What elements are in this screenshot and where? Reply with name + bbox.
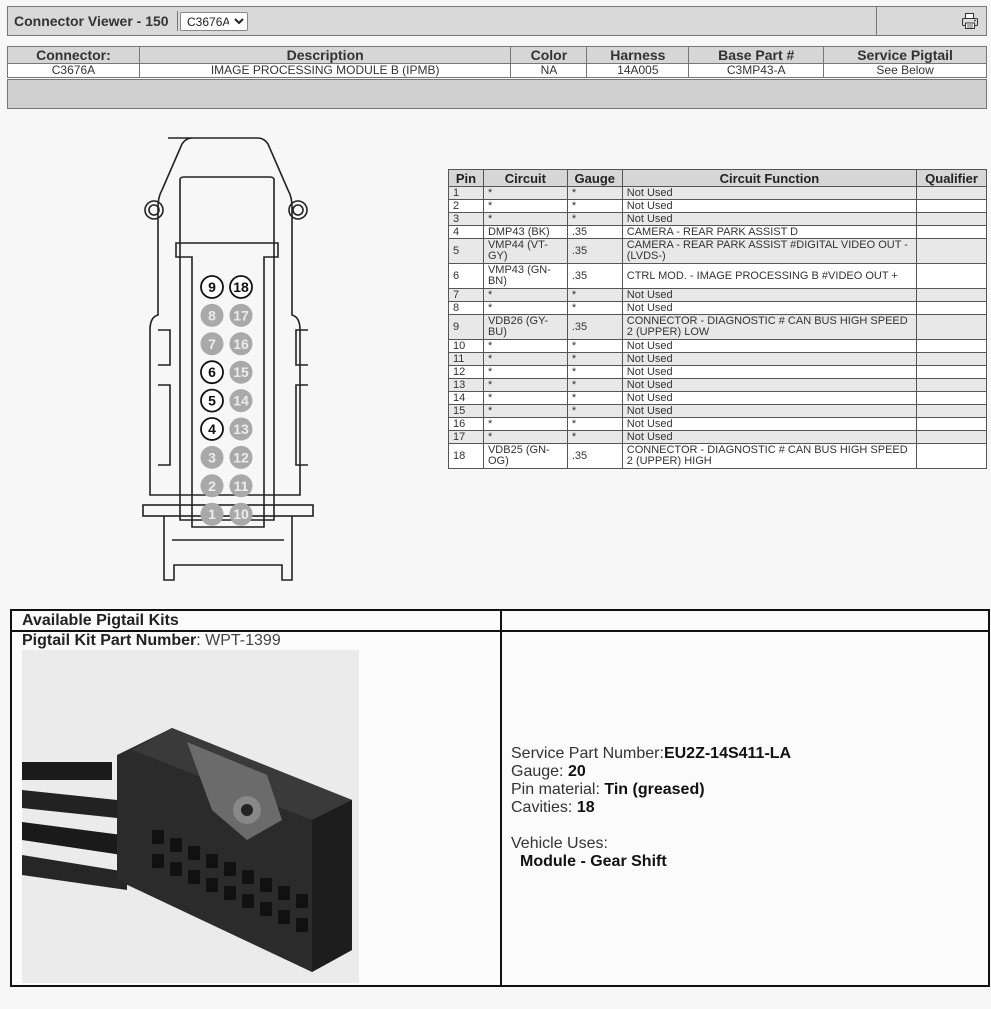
gauge-cell: * bbox=[567, 405, 622, 418]
kit-part-number-label: Pigtail Kit Part Number bbox=[22, 632, 197, 649]
harness-value: 14A005 bbox=[587, 64, 689, 78]
function-cell: Not Used bbox=[622, 353, 916, 366]
description-value: IMAGE PROCESSING MODULE B (IPMB) bbox=[139, 64, 511, 78]
function-cell: Not Used bbox=[622, 200, 916, 213]
header-col-description: Description bbox=[139, 47, 511, 64]
pin-cell: 7 bbox=[449, 289, 484, 302]
pin-material-value: Tin (greased) bbox=[604, 781, 705, 798]
kit-section-title: Available Pigtail Kits bbox=[22, 612, 179, 629]
pin-cell: 6 bbox=[449, 264, 484, 289]
gauge-label: Gauge: bbox=[511, 763, 564, 780]
pin-row bbox=[449, 353, 987, 366]
connector-pin bbox=[201, 333, 223, 355]
pin-row bbox=[449, 418, 987, 431]
cavities-label: Cavities: bbox=[511, 799, 573, 816]
cavities-value: 18 bbox=[576, 799, 595, 816]
pigtail-connector-photo bbox=[22, 650, 359, 983]
header-col-color: Color bbox=[511, 47, 587, 64]
function-cell: CAMERA - REAR PARK ASSIST D bbox=[622, 226, 916, 239]
kit-part-number: Pigtail Kit Part Number: WPT-1399 bbox=[22, 632, 281, 649]
connector-pin-label: 11 bbox=[233, 477, 249, 494]
page-title: Connector Viewer - 150 bbox=[14, 13, 169, 29]
header-row bbox=[8, 47, 987, 64]
qualifier-cell bbox=[917, 226, 987, 239]
function-cell: Not Used bbox=[622, 187, 916, 200]
pin-cell: 10 bbox=[449, 340, 484, 353]
connector-pin-label: 7 bbox=[208, 335, 216, 352]
gauge-cell: * bbox=[567, 431, 622, 444]
pin-cell: 16 bbox=[449, 418, 484, 431]
circuit-cell: * bbox=[483, 289, 567, 302]
pin-cell: 1 bbox=[449, 187, 484, 200]
qualifier-cell bbox=[917, 379, 987, 392]
kit-divider-vertical bbox=[500, 611, 502, 985]
circuit-cell: * bbox=[483, 392, 567, 405]
connector-pin bbox=[230, 503, 252, 525]
kit-details bbox=[511, 745, 791, 871]
pin-row bbox=[449, 392, 987, 405]
title-bar bbox=[7, 6, 987, 36]
pin-cell: 9 bbox=[449, 315, 484, 340]
function-cell: Not Used bbox=[622, 431, 916, 444]
circuit-cell: VDB26 (GY-BU) bbox=[483, 315, 567, 340]
service-part-label: Service Part Number: bbox=[511, 745, 664, 762]
qualifier-cell bbox=[917, 315, 987, 340]
pin-cell: 2 bbox=[449, 200, 484, 213]
qualifier-cell bbox=[917, 187, 987, 200]
connector-pin bbox=[201, 390, 223, 412]
kit-part-number-value: WPT-1399 bbox=[205, 632, 281, 649]
gauge-cell: * bbox=[567, 353, 622, 366]
connector-pin-label: 8 bbox=[208, 307, 216, 324]
connector-value: C3676A bbox=[8, 64, 140, 78]
pin-row bbox=[449, 379, 987, 392]
pin-cell: 17 bbox=[449, 431, 484, 444]
gauge-cell: .35 bbox=[567, 315, 622, 340]
function-cell: Not Used bbox=[622, 289, 916, 302]
function-cell: Not Used bbox=[622, 340, 916, 353]
circuit-cell: * bbox=[483, 405, 567, 418]
pin-row bbox=[449, 444, 987, 469]
qualifier-cell bbox=[917, 431, 987, 444]
connector-pin bbox=[201, 475, 223, 497]
pin-cell: 18 bbox=[449, 444, 484, 469]
header-col-harness: Harness bbox=[587, 47, 689, 64]
gauge-cell: .35 bbox=[567, 444, 622, 469]
gauge-cell: .35 bbox=[567, 264, 622, 289]
circuit-cell: * bbox=[483, 418, 567, 431]
gauge-cell: * bbox=[567, 289, 622, 302]
header-spacer-bar bbox=[7, 79, 987, 109]
printer-icon[interactable] bbox=[961, 12, 979, 30]
circuit-cell: VMP43 (GN-BN) bbox=[483, 264, 567, 289]
connector-pin bbox=[230, 333, 252, 355]
qualifier-cell bbox=[917, 213, 987, 226]
function-cell: CONNECTOR - DIAGNOSTIC # CAN BUS HIGH SPEED 2 (UPPER) LOW bbox=[622, 315, 916, 340]
details-spacer bbox=[511, 817, 791, 835]
pin-table bbox=[448, 169, 987, 469]
pin-cell: 5 bbox=[449, 239, 484, 264]
service-pigtail-value: See Below bbox=[824, 64, 987, 78]
pin-row bbox=[449, 226, 987, 239]
qualifier-cell bbox=[917, 353, 987, 366]
pin-row bbox=[449, 213, 987, 226]
pin-col-gauge: Gauge bbox=[567, 170, 622, 187]
cavities-line bbox=[511, 799, 791, 817]
connector-pin-label: 10 bbox=[233, 506, 249, 523]
circuit-cell: * bbox=[483, 213, 567, 226]
function-cell: CAMERA - REAR PARK ASSIST #DIGITAL VIDEO OUT - (LVDS-) bbox=[622, 239, 916, 264]
qualifier-cell bbox=[917, 392, 987, 405]
pin-cell: 8 bbox=[449, 302, 484, 315]
connector-pin bbox=[230, 304, 252, 326]
pin-row bbox=[449, 264, 987, 289]
qualifier-cell bbox=[917, 264, 987, 289]
pin-table-header bbox=[449, 170, 987, 187]
circuit-cell: * bbox=[483, 187, 567, 200]
qualifier-cell bbox=[917, 444, 987, 469]
gauge-cell: * bbox=[567, 200, 622, 213]
connector-pin-label: 17 bbox=[233, 307, 249, 324]
vehicle-use-item: Module - Gear Shift bbox=[520, 853, 667, 870]
function-cell: Not Used bbox=[622, 392, 916, 405]
qualifier-cell bbox=[917, 405, 987, 418]
connector-pin-label: 1 bbox=[208, 506, 216, 523]
service-part-number bbox=[511, 745, 791, 763]
connector-pin bbox=[201, 446, 223, 468]
pin-cell: 15 bbox=[449, 405, 484, 418]
pin-cell: 13 bbox=[449, 379, 484, 392]
gauge-cell: .35 bbox=[567, 226, 622, 239]
connector-pin bbox=[201, 361, 223, 383]
vehicle-uses-label: Vehicle Uses: bbox=[511, 835, 608, 852]
pin-material-label: Pin material: bbox=[511, 781, 600, 798]
function-cell: Not Used bbox=[622, 418, 916, 431]
circuit-cell: * bbox=[483, 431, 567, 444]
connector-pin bbox=[201, 503, 223, 525]
circuit-cell: VDB25 (GN-OG) bbox=[483, 444, 567, 469]
qualifier-cell bbox=[917, 239, 987, 264]
pin-row bbox=[449, 187, 987, 200]
connector-pin-label: 15 bbox=[233, 364, 249, 381]
circuit-cell: * bbox=[483, 200, 567, 213]
service-part-value: EU2Z-14S411-LA bbox=[663, 745, 792, 762]
connector-pin-label: 3 bbox=[208, 449, 216, 466]
gauge-cell: * bbox=[567, 340, 622, 353]
connector-pin bbox=[230, 390, 252, 412]
circuit-cell: * bbox=[483, 340, 567, 353]
pin-cell: 12 bbox=[449, 366, 484, 379]
pin-cell: 4 bbox=[449, 226, 484, 239]
connector-pin bbox=[201, 418, 223, 440]
connector-pin bbox=[201, 304, 223, 326]
connector-pin-label: 2 bbox=[208, 477, 216, 494]
function-cell: Not Used bbox=[622, 366, 916, 379]
connector-pin bbox=[230, 418, 252, 440]
circuit-cell: VMP44 (VT-GY) bbox=[483, 239, 567, 264]
header-col-base-part: Base Part # bbox=[689, 47, 824, 64]
color-value: NA bbox=[511, 64, 587, 78]
pin-row bbox=[449, 239, 987, 264]
pin-material-line bbox=[511, 781, 791, 799]
circuit-cell: * bbox=[483, 302, 567, 315]
qualifier-cell bbox=[917, 200, 987, 213]
connector-header-table bbox=[7, 46, 987, 78]
gauge-cell: * bbox=[567, 366, 622, 379]
gauge-cell: * bbox=[567, 379, 622, 392]
pin-cell: 11 bbox=[449, 353, 484, 366]
pigtail-kit-panel bbox=[10, 609, 990, 987]
circuit-cell: * bbox=[483, 366, 567, 379]
qualifier-cell bbox=[917, 289, 987, 302]
pin-row bbox=[449, 315, 987, 340]
pin-row bbox=[449, 405, 987, 418]
connector-pin-label: 6 bbox=[208, 364, 216, 381]
connector-pin-label: 4 bbox=[208, 421, 216, 437]
connector-select[interactable] bbox=[180, 12, 248, 31]
pin-cell: 3 bbox=[449, 213, 484, 226]
header-col-connector: Connector: bbox=[8, 47, 140, 64]
gauge-cell: * bbox=[567, 187, 622, 200]
pin-col-circuit: Circuit bbox=[483, 170, 567, 187]
qualifier-cell bbox=[917, 340, 987, 353]
title-separator-right bbox=[876, 7, 877, 35]
pin-row bbox=[449, 289, 987, 302]
connector-pin bbox=[230, 446, 252, 468]
connector-pin bbox=[201, 276, 223, 298]
connector-pin-label: 13 bbox=[233, 421, 249, 437]
pin-col-function: Circuit Function bbox=[622, 170, 916, 187]
connector-pin-label: 9 bbox=[208, 279, 216, 295]
base-part-value: C3MP43-A bbox=[689, 64, 824, 78]
pin-row bbox=[449, 340, 987, 353]
connector-pin bbox=[230, 276, 252, 298]
connector-drawing bbox=[140, 135, 316, 585]
connector-pin-label: 12 bbox=[233, 449, 249, 466]
connector-pin-label: 5 bbox=[208, 392, 216, 409]
gauge-value: 20 bbox=[567, 763, 586, 780]
connector-pin-label: 14 bbox=[233, 392, 249, 409]
connector-pin bbox=[230, 361, 252, 383]
pin-row bbox=[449, 431, 987, 444]
pin-cell: 14 bbox=[449, 392, 484, 405]
function-cell: Not Used bbox=[622, 302, 916, 315]
title-separator bbox=[177, 11, 178, 31]
gauge-cell: .35 bbox=[567, 239, 622, 264]
pin-col-qualifier: Qualifier bbox=[917, 170, 987, 187]
function-cell: CTRL MOD. - IMAGE PROCESSING B #VIDEO OUT + bbox=[622, 264, 916, 289]
circuit-cell: * bbox=[483, 379, 567, 392]
gauge-cell: * bbox=[567, 302, 622, 315]
pin-row bbox=[449, 200, 987, 213]
gauge-cell: * bbox=[567, 213, 622, 226]
header-col-service-pigtail: Service Pigtail bbox=[824, 47, 987, 64]
circuit-cell: * bbox=[483, 353, 567, 366]
function-cell: Not Used bbox=[622, 379, 916, 392]
function-cell: Not Used bbox=[622, 213, 916, 226]
qualifier-cell bbox=[917, 302, 987, 315]
connector-pin-label: 16 bbox=[233, 335, 249, 352]
gauge-cell: * bbox=[567, 418, 622, 431]
gauge-line bbox=[511, 763, 791, 781]
function-cell: Not Used bbox=[622, 405, 916, 418]
pin-row bbox=[449, 302, 987, 315]
pin-col-pin: Pin bbox=[449, 170, 484, 187]
qualifier-cell bbox=[917, 418, 987, 431]
qualifier-cell bbox=[917, 366, 987, 379]
gauge-cell: * bbox=[567, 392, 622, 405]
function-cell: CONNECTOR - DIAGNOSTIC # CAN BUS HIGH SPEED 2 (UPPER) HIGH bbox=[622, 444, 916, 469]
header-value-row bbox=[8, 64, 987, 78]
pin-row bbox=[449, 366, 987, 379]
connector-pin bbox=[230, 475, 252, 497]
connector-pin-label: 18 bbox=[233, 279, 249, 295]
circuit-cell: DMP43 (BK) bbox=[483, 226, 567, 239]
